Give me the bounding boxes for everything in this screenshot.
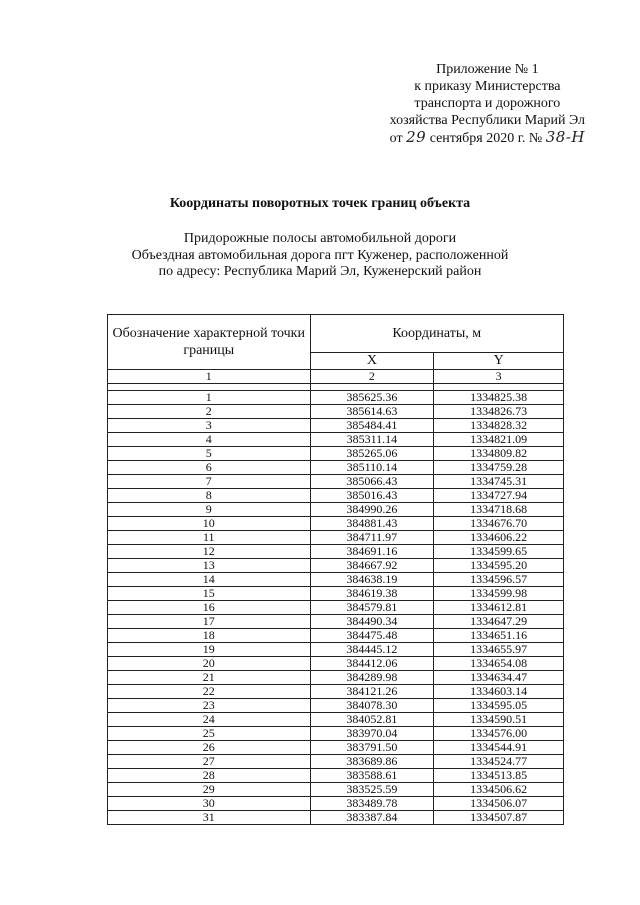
x-coordinate-cell: 384990.26 bbox=[310, 503, 434, 517]
table-row bbox=[108, 461, 564, 475]
point-number-cell: 31 bbox=[108, 811, 311, 825]
x-coordinate-cell: 383791.50 bbox=[310, 741, 434, 755]
approval-line-5 bbox=[390, 129, 585, 147]
y-coordinate-cell: 1334809.82 bbox=[434, 447, 564, 461]
x-coordinate-cell: 383588.61 bbox=[310, 769, 434, 783]
point-number-cell: 8 bbox=[108, 489, 311, 503]
point-number-cell: 1 bbox=[108, 391, 311, 405]
approval-line-2: к приказу Министерства bbox=[414, 79, 561, 94]
table-row bbox=[108, 489, 564, 503]
table-row bbox=[108, 601, 564, 615]
point-number-cell: 15 bbox=[108, 587, 311, 601]
point-number-cell: 18 bbox=[108, 629, 311, 643]
point-number-cell: 27 bbox=[108, 755, 311, 769]
x-coordinate-cell: 384579.81 bbox=[310, 601, 434, 615]
header-coordinates: Координаты, м bbox=[310, 315, 563, 353]
x-coordinate-cell: 384490.34 bbox=[310, 615, 434, 629]
x-coordinate-cell: 384691.16 bbox=[310, 545, 434, 559]
x-coordinate-cell: 384475.48 bbox=[310, 629, 434, 643]
y-coordinate-cell: 1334647.29 bbox=[434, 615, 564, 629]
point-number-cell: 2 bbox=[108, 405, 311, 419]
x-coordinate-cell: 384711.97 bbox=[310, 531, 434, 545]
y-coordinate-cell: 1334599.65 bbox=[434, 545, 564, 559]
table-row bbox=[108, 419, 564, 433]
point-number-cell: 23 bbox=[108, 699, 311, 713]
y-coordinate-cell: 1334676.70 bbox=[434, 517, 564, 531]
y-coordinate-cell: 1334634.47 bbox=[434, 671, 564, 685]
approval-line-1: Приложение № 1 bbox=[436, 62, 539, 77]
table-row bbox=[108, 503, 564, 517]
point-number-cell: 22 bbox=[108, 685, 311, 699]
y-coordinate-cell: 1334599.98 bbox=[434, 587, 564, 601]
x-coordinate-cell: 384078.30 bbox=[310, 699, 434, 713]
y-coordinate-cell: 1334590.51 bbox=[434, 713, 564, 727]
point-number-cell: 19 bbox=[108, 643, 311, 657]
approval-date-mid: сентября 2020 г. № bbox=[429, 131, 543, 146]
document-title: Координаты поворотных точек границ объекта bbox=[169, 196, 471, 211]
table-row bbox=[108, 741, 564, 755]
y-coordinate-cell: 1334825.38 bbox=[434, 391, 564, 405]
header-point-designation: Обозначение характерной точки границы bbox=[108, 315, 311, 370]
header-x: X bbox=[310, 353, 434, 370]
x-coordinate-cell: 384289.98 bbox=[310, 671, 434, 685]
table-row bbox=[108, 559, 564, 573]
table-row bbox=[108, 769, 564, 783]
y-coordinate-cell: 1334759.28 bbox=[434, 461, 564, 475]
point-number-cell: 6 bbox=[108, 461, 311, 475]
table-row bbox=[108, 545, 564, 559]
table-row bbox=[108, 629, 564, 643]
x-coordinate-cell: 384052.81 bbox=[310, 713, 434, 727]
x-coordinate-cell: 385016.43 bbox=[310, 489, 434, 503]
point-number-cell: 24 bbox=[108, 713, 311, 727]
table-row bbox=[108, 517, 564, 531]
x-coordinate-cell: 384412.06 bbox=[310, 657, 434, 671]
point-number-cell: 3 bbox=[108, 419, 311, 433]
point-number-cell: 29 bbox=[108, 783, 311, 797]
point-number-cell: 30 bbox=[108, 797, 311, 811]
x-coordinate-cell: 385484.41 bbox=[310, 419, 434, 433]
x-coordinate-cell: 383689.86 bbox=[310, 755, 434, 769]
point-number-cell: 20 bbox=[108, 657, 311, 671]
point-number-cell: 21 bbox=[108, 671, 311, 685]
subtitle-line-1: Придорожные полосы автомобильной дороги bbox=[183, 231, 457, 246]
x-coordinate-cell: 385614.63 bbox=[310, 405, 434, 419]
column-number-3: 3 bbox=[434, 370, 564, 384]
coordinates-table bbox=[107, 314, 564, 825]
table-row bbox=[108, 391, 564, 405]
point-number-cell: 25 bbox=[108, 727, 311, 741]
table-row bbox=[108, 755, 564, 769]
subtitle-line-3: по адресу: Республика Марий Эл, Куженерский район bbox=[158, 264, 482, 279]
approval-number-handwritten: 38-H bbox=[545, 128, 585, 146]
point-number-cell: 9 bbox=[108, 503, 311, 517]
y-coordinate-cell: 1334576.00 bbox=[434, 727, 564, 741]
x-coordinate-cell: 383525.59 bbox=[310, 783, 434, 797]
approval-block bbox=[390, 61, 585, 147]
table-row bbox=[108, 405, 564, 419]
table-row bbox=[108, 433, 564, 447]
x-coordinate-cell: 385625.36 bbox=[310, 391, 434, 405]
subtitle-line-2: Объездная автомобильная дорога пгт Куженер, расположенной bbox=[131, 247, 509, 263]
approval-date-prefix: от bbox=[389, 131, 403, 146]
y-coordinate-cell: 1334828.32 bbox=[434, 419, 564, 433]
point-number-cell: 28 bbox=[108, 769, 311, 783]
point-number-cell: 12 bbox=[108, 545, 311, 559]
x-coordinate-cell: 385110.14 bbox=[310, 461, 434, 475]
table-row bbox=[108, 531, 564, 545]
y-coordinate-cell: 1334603.14 bbox=[434, 685, 564, 699]
y-coordinate-cell: 1334826.73 bbox=[434, 405, 564, 419]
point-number-cell: 5 bbox=[108, 447, 311, 461]
y-coordinate-cell: 1334596.57 bbox=[434, 573, 564, 587]
x-coordinate-cell: 384638.19 bbox=[310, 573, 434, 587]
y-coordinate-cell: 1334544.91 bbox=[434, 741, 564, 755]
x-coordinate-cell: 383970.04 bbox=[310, 727, 434, 741]
x-coordinate-cell: 384121.26 bbox=[310, 685, 434, 699]
table-row bbox=[108, 811, 564, 825]
table-row bbox=[108, 671, 564, 685]
y-coordinate-cell: 1334507.87 bbox=[434, 811, 564, 825]
column-number-1: 1 bbox=[108, 370, 311, 384]
y-coordinate-cell: 1334524.77 bbox=[434, 755, 564, 769]
point-number-cell: 14 bbox=[108, 573, 311, 587]
table-row bbox=[108, 643, 564, 657]
point-number-cell: 11 bbox=[108, 531, 311, 545]
y-coordinate-cell: 1334612.81 bbox=[434, 601, 564, 615]
y-coordinate-cell: 1334595.05 bbox=[434, 699, 564, 713]
table-row bbox=[108, 657, 564, 671]
table-row bbox=[108, 615, 564, 629]
y-coordinate-cell: 1334506.07 bbox=[434, 797, 564, 811]
table-row bbox=[108, 783, 564, 797]
x-coordinate-cell: 383489.78 bbox=[310, 797, 434, 811]
y-coordinate-cell: 1334727.94 bbox=[434, 489, 564, 503]
table-row bbox=[108, 797, 564, 811]
x-coordinate-cell: 384619.38 bbox=[310, 587, 434, 601]
x-coordinate-cell: 384445.12 bbox=[310, 643, 434, 657]
document-subtitle bbox=[0, 231, 640, 281]
y-coordinate-cell: 1334654.08 bbox=[434, 657, 564, 671]
point-number-cell: 4 bbox=[108, 433, 311, 447]
y-coordinate-cell: 1334655.97 bbox=[434, 643, 564, 657]
y-coordinate-cell: 1334821.09 bbox=[434, 433, 564, 447]
x-coordinate-cell: 385265.06 bbox=[310, 447, 434, 461]
x-coordinate-cell: 384667.92 bbox=[310, 559, 434, 573]
point-number-cell: 17 bbox=[108, 615, 311, 629]
y-coordinate-cell: 1334606.22 bbox=[434, 531, 564, 545]
x-coordinate-cell: 385066.43 bbox=[310, 475, 434, 489]
approval-line-3: транспорта и дорожного bbox=[414, 96, 561, 111]
table-row bbox=[108, 573, 564, 587]
y-coordinate-cell: 1334718.68 bbox=[434, 503, 564, 517]
point-number-cell: 16 bbox=[108, 601, 311, 615]
y-coordinate-cell: 1334651.16 bbox=[434, 629, 564, 643]
table-row bbox=[108, 447, 564, 461]
y-coordinate-cell: 1334513.85 bbox=[434, 769, 564, 783]
x-coordinate-cell: 384881.43 bbox=[310, 517, 434, 531]
y-coordinate-cell: 1334595.20 bbox=[434, 559, 564, 573]
table-row bbox=[108, 587, 564, 601]
point-number-cell: 7 bbox=[108, 475, 311, 489]
table-row bbox=[108, 475, 564, 489]
header-y: Y bbox=[434, 353, 564, 370]
column-number-2: 2 bbox=[310, 370, 434, 384]
coordinates-rows bbox=[108, 391, 564, 825]
point-number-cell: 13 bbox=[108, 559, 311, 573]
x-coordinate-cell: 383387.84 bbox=[310, 811, 434, 825]
y-coordinate-cell: 1334506.62 bbox=[434, 783, 564, 797]
approval-line-4: хозяйства Республики Марий Эл bbox=[389, 113, 585, 128]
table-row bbox=[108, 685, 564, 699]
approval-day-handwritten: 29 bbox=[406, 128, 427, 146]
table-row bbox=[108, 699, 564, 713]
table-row bbox=[108, 713, 564, 727]
y-coordinate-cell: 1334745.31 bbox=[434, 475, 564, 489]
point-number-cell: 26 bbox=[108, 741, 311, 755]
table-row bbox=[108, 727, 564, 741]
point-number-cell: 10 bbox=[108, 517, 311, 531]
x-coordinate-cell: 385311.14 bbox=[310, 433, 434, 447]
